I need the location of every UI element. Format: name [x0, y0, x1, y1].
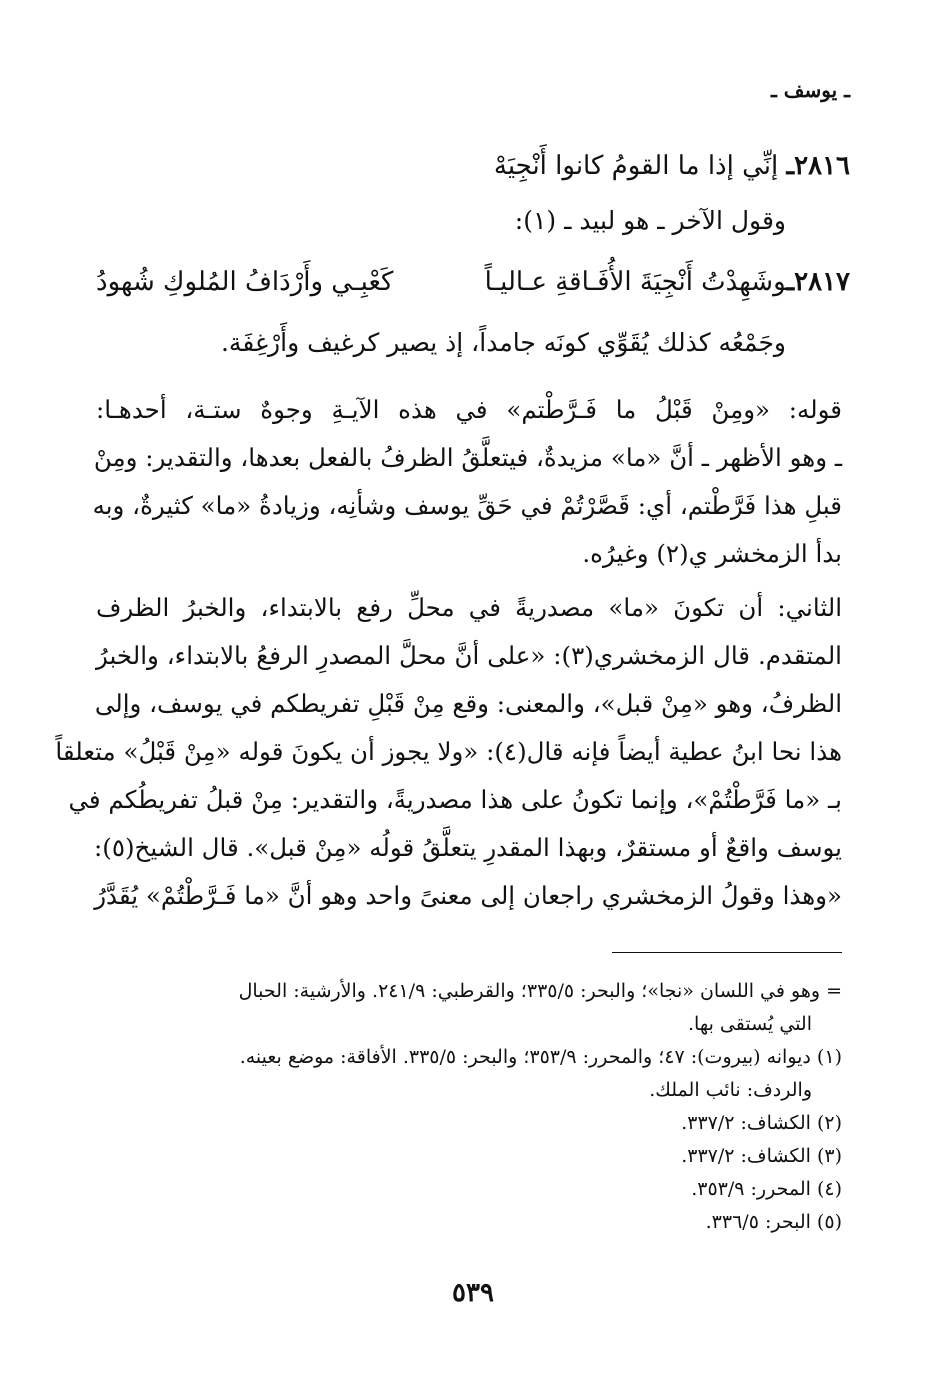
- footnote-1: (١) ديوانه (بيروت): ٤٧؛ والمحرر: ٣٥٣/٩؛ والبحر: ٣٣٥/٥. الأفاقة: موضع بعينه.: [239, 1046, 842, 1068]
- text-line: الثاني: أن تكونَ «ما» مصدريةً في محلِّ رفع بالابتداء، والخبرُ الظرف: [96, 593, 842, 622]
- text-line: الظرفُ، وهو «مِنْ قبل»، والمعنى: وقع مِنْ قَبْلِ تفريطكم في يوسف، وإلى: [94, 689, 842, 718]
- plural-note: وجَمْعُه كذلك يُقَوِّي كونَه جامداً، إذ يصير كرغيف وأَرْغِفَة.: [220, 328, 786, 357]
- footnote-1-continuation: والردف: نائب الملك.: [649, 1079, 812, 1101]
- text-line: يوسف واقعٌ أو مستقرٌ، وبهذا المقدرِ يتعلَّقُ قولُه «مِنْ قبل». قال الشيخ(٥):: [94, 833, 842, 862]
- hemistich-text: وشَهِدْتُ أَنْجِيَةَ الأُفَـاقةِ عـاليـاً: [484, 267, 787, 297]
- footnote-2: (٢) الكشاف: ٣٣٧/٢.: [681, 1112, 842, 1134]
- verse-number: ٢٨١٦ـ: [786, 151, 850, 181]
- paragraph-second-aspect: [55, 584, 842, 920]
- footnote-3: (٣) الكشاف: ٣٣٧/٢.: [681, 1145, 842, 1167]
- text-line: قوله: «ومِنْ قَبْلُ ما فَـرَّطْتم» في هذه الآيـةِ وجوهٌ ستـة، أحدهـا:: [96, 395, 842, 424]
- footnote-separator: [612, 952, 842, 953]
- verse-2816: [96, 146, 850, 186]
- text-line: المتقدم. قال الزمخشري(٣): «على أنَّ محلَّ المصدرِ الرفعُ بالابتداء، والخبرُ: [96, 641, 842, 670]
- page-number: ٥٣٩: [452, 1278, 494, 1308]
- verse-first-hemistich: [485, 262, 850, 302]
- verse-second-hemistich: كَعْبِـي وأَرْدَافُ المُلوكِ شُهودُ: [96, 267, 394, 297]
- verse-number: ٢٨١٧ـ: [786, 267, 850, 297]
- verse-text: إنِّي إذا ما القومُ كانوا أَنْجِيَهْ: [493, 151, 779, 181]
- text-line: بدأ الزمخشر ي(٢) وغيرُه.: [582, 539, 842, 568]
- running-header: ـ يوسف ـ: [770, 78, 850, 102]
- footnote-continuation: = وهو في اللسان «نجا»؛ والبحر: ٣٣٥/٥؛ والقرطبي: ٢٤١/٩. والأرشية: الحبال: [238, 980, 842, 1002]
- text-line: بـ «ما فَرَّطْتُمْ»، وإنما تكونُ على هذا مصدريةً، والتقدير: مِنْ قبلُ تفريطُكم في: [68, 785, 842, 814]
- text-line: «وهذا وقولُ الزمخشري راجعان إلى معنىً واحد وهو أنَّ «ما فَـرَّطْتُمْ» يُقَدَّرُ: [94, 881, 842, 910]
- footnotes: [96, 975, 842, 1239]
- paragraph-first-aspect: [92, 386, 842, 578]
- footnote-4: (٤) المحرر: ٣٥٣/٩.: [691, 1178, 842, 1200]
- text-line: هذا نحا ابنُ عطية أيضاً فإنه قال(٤): «ولا يجوز أن يكونَ قوله «مِنْ قَبْلُ» متعلقاً: [55, 737, 842, 766]
- footnote-5: (٥) البحر: ٣٣٦/٥.: [705, 1211, 842, 1233]
- text-line: ـ وهو الأظهر ـ أنَّ «ما» مزيدةٌ، فيتعلَّقُ الظرفُ بالفعل بعدها، والتقدير: ومِنْ: [93, 443, 842, 472]
- footnote-continuation: التي يُستقى بها.: [687, 1013, 812, 1035]
- verse-intro: وقول الآخر ـ هو لبيد ـ (١):: [514, 206, 786, 235]
- text-line: قبلِ هذا فَرَّطْتم، أي: قَصَّرْتُمْ في حَقِّ يوسف وشأنِه، وزيادةُ «ما» كثيرةٌ، وبه: [92, 491, 842, 520]
